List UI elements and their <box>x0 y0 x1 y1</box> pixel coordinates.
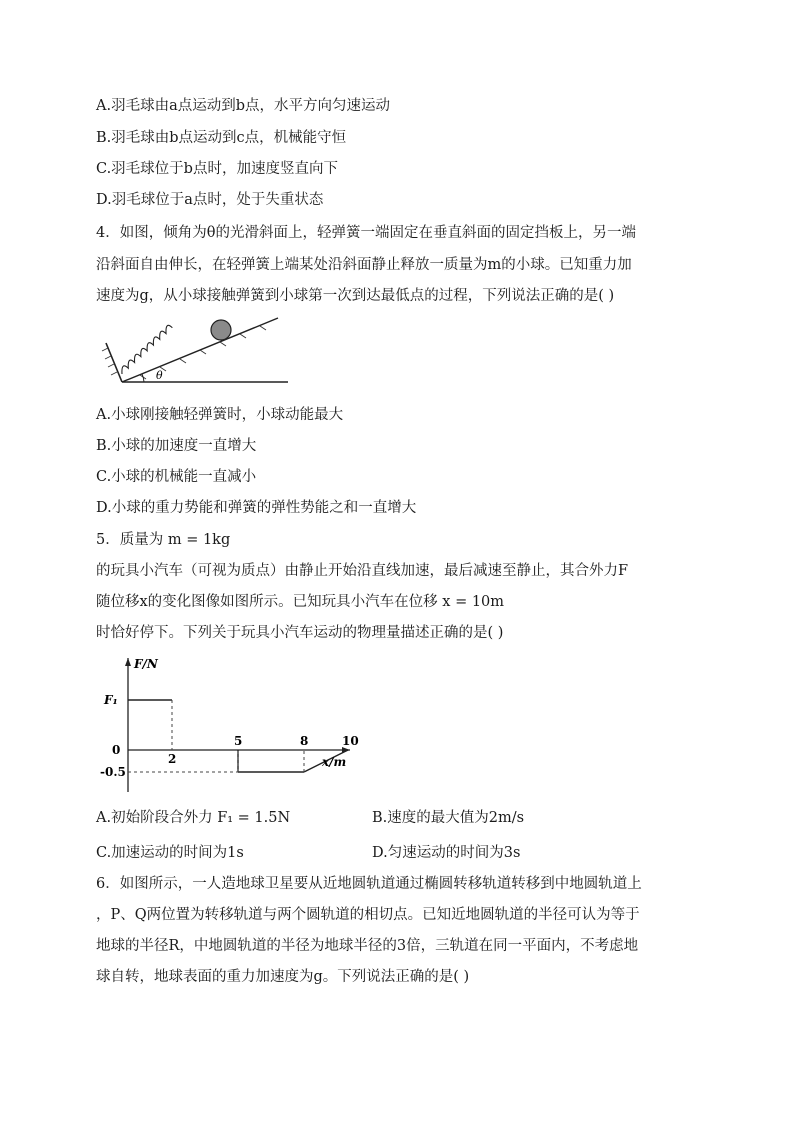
baffle-plate <box>106 343 122 382</box>
x-tick-10: 10 <box>342 734 359 748</box>
spring <box>112 324 182 374</box>
q5-stem-line-2: 的玩具小汽车（可视为质点）由静止开始沿直线加速，最后减速至静止，其合外力F <box>96 563 629 579</box>
q4-option-a: A.小球刚接触轻弹簧时，小球动能最大 <box>96 407 344 423</box>
x-tick-8: 8 <box>300 734 309 748</box>
q4-option-c: C.小球的机械能一直减小 <box>96 469 257 485</box>
q3-option-d: D.羽毛球位于a点时，处于失重状态 <box>96 192 324 208</box>
q5-option-b: B.速度的最大值为2m/s <box>372 810 525 826</box>
incline-spring-figure <box>100 312 290 392</box>
q4-option-d: D.小球的重力势能和弹簧的弹性势能之和一直增大 <box>96 500 417 516</box>
q6-stem-line-2: ，P、Q两位置为转移轨道与两个圆轨道的相切点。已知近地圆轨道的半径可认为等于 <box>96 907 640 923</box>
q6-stem-line-1: 6．如图所示，一人造地球卫星要从近地圆轨道通过椭圆转移轨道转移到中地圆轨道上 <box>96 876 642 892</box>
q5-stem-line-3: 随位移x的变化图像如图所示。已知玩具小汽车在位移 x = 10m <box>96 594 505 610</box>
y-tick-f1: F₁ <box>104 693 118 707</box>
y-tick-neg05: -0.5 <box>100 765 126 779</box>
force-displacement-chart <box>100 652 359 797</box>
q4-option-b: B.小球的加速度一直增大 <box>96 438 257 454</box>
q5-option-c: C.加速运动的时间为1s <box>96 845 244 861</box>
y-axis-label: F/N <box>134 657 158 671</box>
angle-arc <box>142 374 144 382</box>
q3-option-b: B.羽毛球由b点运动到c点，机械能守恒 <box>96 130 347 146</box>
q4-stem-line-1: 4．如图，倾角为θ的光滑斜面上，轻弹簧一端固定在垂直斜面的固定挡板上，另一端 <box>96 225 636 241</box>
q5-stem-line-1: 5．质量为 m = 1kg <box>96 532 231 548</box>
q6-stem-line-4: 球自转，地球表面的重力加速度为g。下列说法正确的是( ) <box>96 969 470 985</box>
y-axis-arrow <box>125 658 131 666</box>
x-tick-2: 2 <box>168 752 177 766</box>
theta-label: θ <box>156 369 163 382</box>
q4-stem-line-2: 沿斜面自由伸长，在轻弹簧上端某处沿斜面静止释放一质量为m的小球。已知重力加 <box>96 257 632 273</box>
x-tick-5: 5 <box>234 734 243 748</box>
q3-option-a: A.羽毛球由a点运动到b点，水平方向匀速运动 <box>96 98 391 114</box>
y-tick-0: 0 <box>112 743 121 757</box>
q5-stem-line-4: 时恰好停下。下列关于玩具小汽车运动的物理量描述正确的是( ) <box>96 625 504 641</box>
q3-option-c: C.羽毛球位于b点时，加速度竖直向下 <box>96 161 338 177</box>
x-axis-label: x/m <box>322 755 347 769</box>
q5-option-d: D.匀速运动的时间为3s <box>372 845 521 861</box>
ball <box>211 320 231 340</box>
q6-stem-line-3: 地球的半径R，中地圆轨道的半径为地球半径的3倍，三轨道在同一平面内，不考虑地 <box>96 938 639 954</box>
q4-stem-line-3: 速度为g，从小球接触弹簧到小球第一次到达最低点的过程，下列说法正确的是( ) <box>96 288 615 304</box>
q5-option-a: A.初始阶段合外力 F₁ = 1.5N <box>96 810 291 826</box>
